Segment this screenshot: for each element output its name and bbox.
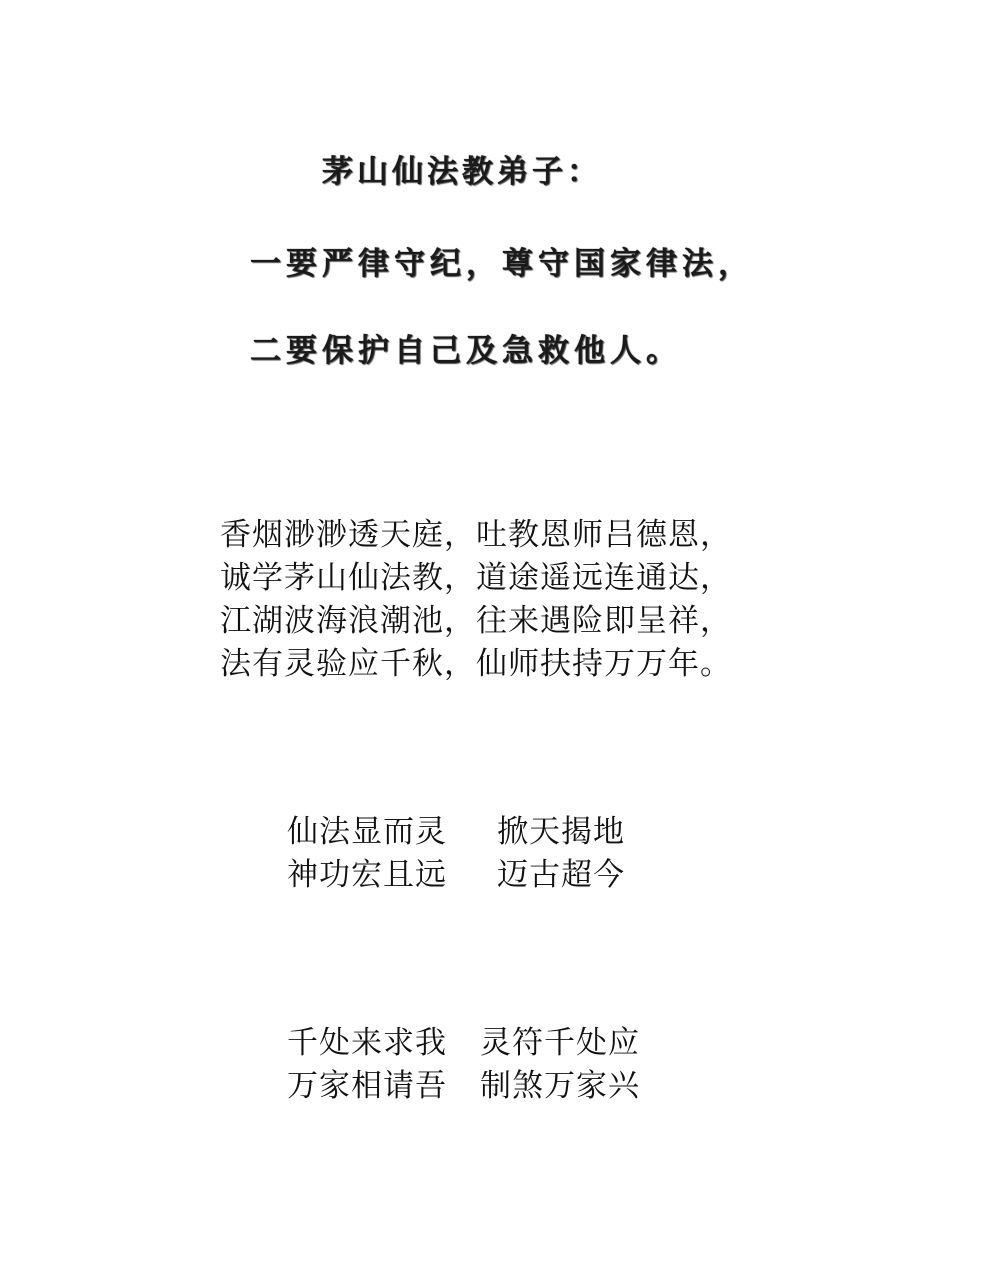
couplet-left-phrase: 万家相请吾	[287, 1068, 447, 1104]
poem-block	[220, 514, 780, 686]
couplet-block-2	[287, 1022, 707, 1108]
couplet-row	[287, 854, 707, 897]
couplet-left-phrase: 仙法显而灵	[287, 814, 447, 850]
couplet-left-phrase: 神功宏且远	[287, 857, 447, 893]
couplet-block-1	[287, 811, 707, 897]
couplet-row	[287, 1022, 707, 1065]
poem-line: 江湖波海浪潮池，往来遇险即呈祥，	[220, 603, 732, 639]
poem-line: 法有灵验应千秋，仙师扶持万万年。	[220, 646, 732, 682]
poem-line: 香烟渺渺透天庭，吐教恩师吕德恩，	[220, 517, 732, 553]
couplet-left-phrase: 千处来求我	[287, 1025, 447, 1061]
rule-line-2: 二要保护自己及急救他人。	[250, 333, 682, 369]
document-title: 茅山仙法教弟子：	[322, 154, 602, 190]
couplet-row	[287, 811, 707, 854]
couplet-row	[287, 1065, 707, 1108]
rule-line-1: 一要严律守纪，尊守国家律法，	[250, 246, 754, 282]
poem-line: 诚学茅山仙法教，道途遥远连通达，	[220, 560, 732, 596]
couplet-right-phrase: 制煞万家兴	[480, 1068, 640, 1104]
couplet-right-phrase: 掀天揭地	[497, 814, 625, 850]
couplet-right-phrase: 灵符千处应	[480, 1025, 640, 1061]
couplet-right-phrase: 迈古超今	[497, 857, 625, 893]
